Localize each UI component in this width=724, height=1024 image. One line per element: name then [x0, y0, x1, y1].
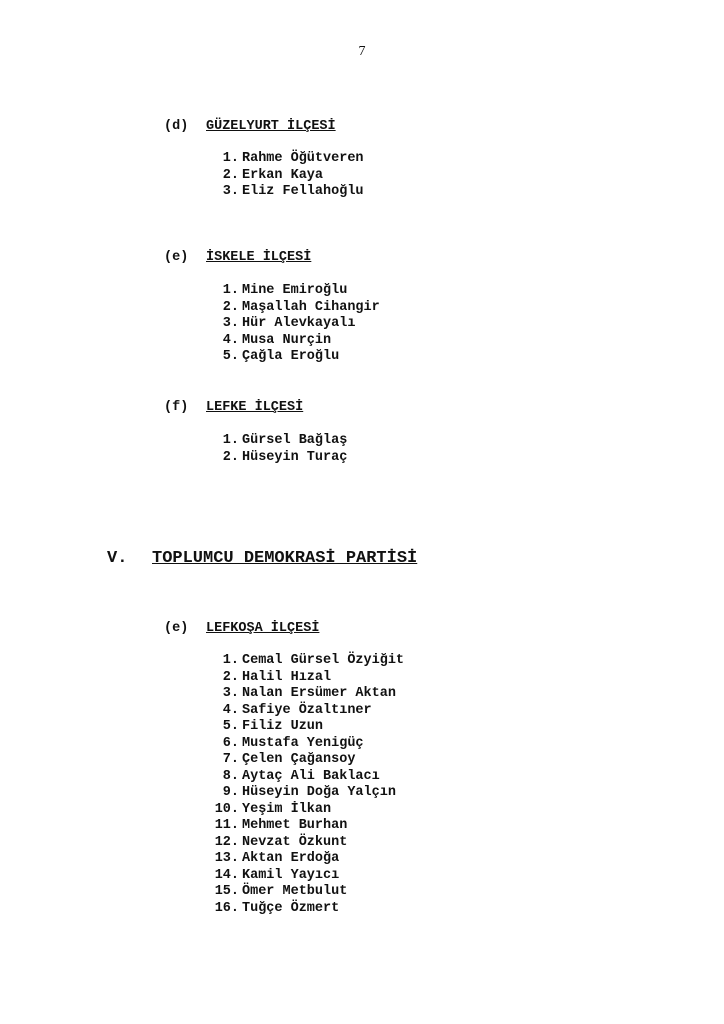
- list-item: [203, 184, 364, 201]
- candidate-name: Çelen Çağansoy: [242, 752, 356, 767]
- district-heading-lefkosa: [164, 621, 319, 636]
- candidate-name: Hüseyin Doğa Yalçın: [242, 785, 396, 800]
- list-item: [203, 785, 404, 802]
- candidate-list-lefkosa: [203, 653, 404, 917]
- item-number: 5.: [222, 349, 239, 364]
- candidate-name: Mine Emiroğlu: [242, 283, 348, 298]
- item-number: 16.: [214, 900, 239, 916]
- list-item: [203, 653, 404, 670]
- candidate-name: Nalan Ersümer Aktan: [242, 686, 396, 701]
- candidate-name: Halil Hızal: [242, 669, 332, 685]
- list-item: [203, 283, 380, 300]
- item-number: 3.: [222, 316, 239, 331]
- list-item: [203, 686, 404, 703]
- list-item: [203, 901, 404, 918]
- item-number: 2.: [222, 449, 239, 465]
- item-number: 1.: [222, 653, 239, 668]
- candidate-name: Çağla Eroğlu: [242, 349, 340, 364]
- district-letter: (e): [164, 250, 189, 265]
- item-number: 3.: [222, 686, 239, 701]
- district-heading-guzelyurt: [164, 119, 336, 134]
- candidate-name: Rahme Öğütveren: [242, 151, 364, 166]
- list-item: [203, 835, 404, 852]
- item-number: 1.: [222, 433, 239, 448]
- district-letter: (e): [164, 621, 189, 636]
- item-number: 4.: [222, 332, 239, 348]
- district-heading-lefke: [164, 400, 303, 415]
- list-item: [203, 151, 364, 168]
- list-item: [203, 703, 404, 720]
- candidate-list-lefke: [203, 433, 347, 466]
- item-number: 3.: [222, 184, 239, 199]
- candidate-name: Cemal Gürsel Özyiğit: [242, 653, 405, 668]
- item-number: 7.: [222, 752, 239, 767]
- item-number: 4.: [222, 702, 239, 718]
- item-number: 10.: [214, 801, 239, 817]
- candidate-list-iskele: [203, 283, 380, 366]
- list-item: [203, 670, 404, 687]
- list-item: [203, 433, 347, 450]
- district-title: LEFKOŞA İLÇESİ: [206, 621, 320, 636]
- candidate-list-guzelyurt: [203, 151, 364, 201]
- candidate-name: Erkan Kaya: [242, 167, 324, 183]
- candidate-name: Nevzat Özkunt: [242, 834, 348, 850]
- list-item: [203, 168, 364, 185]
- candidate-name: Musa Nurçin: [242, 332, 332, 348]
- candidate-name: Filiz Uzun: [242, 719, 324, 734]
- candidate-name: Gürsel Bağlaş: [242, 433, 348, 448]
- list-item: [203, 316, 380, 333]
- candidate-name: Yeşim İlkan: [242, 801, 332, 817]
- list-item: [203, 736, 404, 753]
- item-number: 13.: [214, 851, 239, 866]
- district-title: GÜZELYURT İLÇESİ: [206, 119, 336, 134]
- candidate-name: Hür Alevkayalı: [242, 316, 356, 331]
- candidate-name: Eliz Fellahoğlu: [242, 184, 364, 199]
- list-item: [203, 719, 404, 736]
- list-item: [203, 300, 380, 317]
- candidate-name: Mustafa Yenigüç: [242, 735, 364, 751]
- item-number: 14.: [214, 867, 239, 883]
- list-item: [203, 818, 404, 835]
- candidate-name: Kamil Yayıcı: [242, 867, 340, 883]
- district-letter: (d): [164, 119, 189, 134]
- party-name: TOPLUMCU DEMOKRASİ PARTİSİ: [152, 549, 418, 568]
- candidate-name: Tuğçe Özmert: [242, 900, 340, 916]
- candidate-name: Safiye Özaltıner: [242, 702, 372, 718]
- item-number: 1.: [222, 151, 239, 166]
- list-item: [203, 333, 380, 350]
- page-number: 7: [358, 44, 366, 59]
- item-number: 5.: [222, 719, 239, 734]
- list-item: [203, 752, 404, 769]
- candidate-name: Mehmet Burhan: [242, 818, 348, 833]
- district-title: LEFKE İLÇESİ: [206, 400, 304, 415]
- candidate-name: Ömer Metbulut: [242, 884, 348, 899]
- list-item: [203, 868, 404, 885]
- party-roman-numeral: V.: [107, 549, 128, 568]
- list-item: [203, 884, 404, 901]
- item-number: 12.: [214, 834, 239, 850]
- item-number: 11.: [214, 818, 239, 833]
- list-item: [203, 769, 404, 786]
- item-number: 15.: [214, 884, 239, 899]
- item-number: 8.: [222, 768, 239, 784]
- candidate-name: Hüseyin Turaç: [242, 449, 348, 465]
- district-heading-iskele: [164, 250, 311, 265]
- candidate-name: Aktan Erdoğa: [242, 851, 340, 866]
- item-number: 9.: [222, 785, 239, 800]
- item-number: 1.: [222, 283, 239, 298]
- item-number: 2.: [222, 167, 239, 183]
- item-number: 2.: [222, 299, 239, 315]
- list-item: [203, 349, 380, 366]
- party-heading: [107, 549, 417, 568]
- candidate-name: Maşallah Cihangir: [242, 299, 380, 315]
- district-letter: (f): [164, 400, 189, 415]
- list-item: [203, 802, 404, 819]
- district-title: İSKELE İLÇESİ: [206, 250, 312, 265]
- item-number: 6.: [222, 735, 239, 751]
- item-number: 2.: [222, 669, 239, 685]
- candidate-name: Aytaç Ali Baklacı: [242, 768, 380, 784]
- list-item: [203, 851, 404, 868]
- list-item: [203, 450, 347, 467]
